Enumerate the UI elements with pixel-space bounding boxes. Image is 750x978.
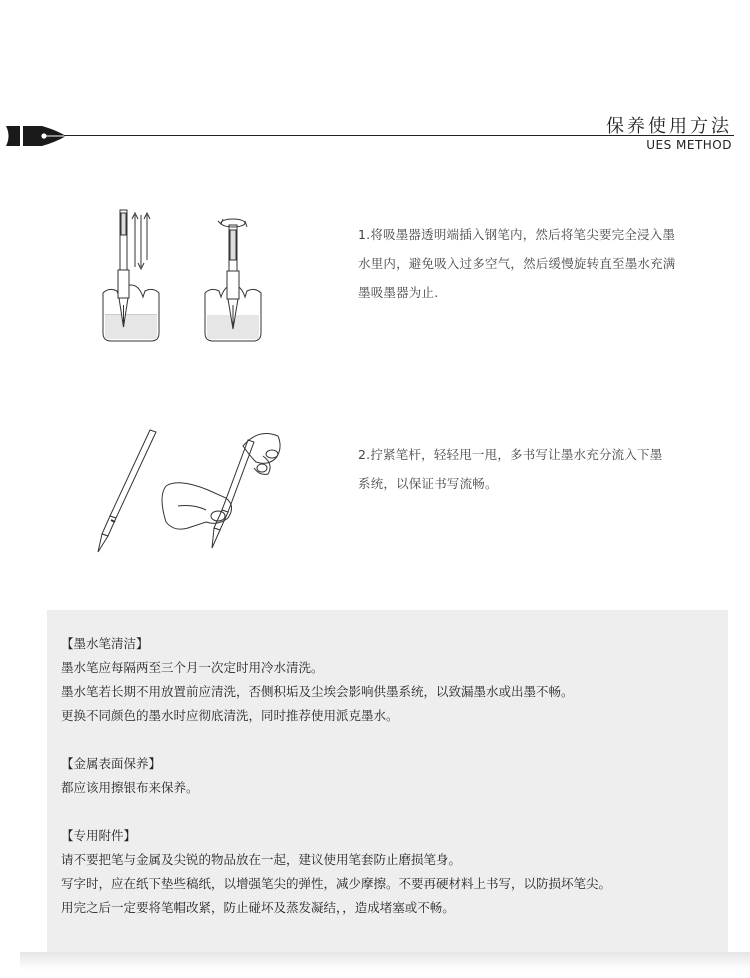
care-heading: 【专用附件】: [61, 828, 137, 843]
section-header: [0, 0, 750, 160]
panel-shadow: [20, 952, 750, 970]
care-section-accessories: [61, 824, 611, 920]
care-line: 请不要把笔与金属及尖锐的物品放在一起，建议使用笔套防止磨损笔身。: [61, 852, 462, 867]
section-title: 保养使用方法: [606, 116, 732, 137]
care-heading: 【墨水笔清洁】: [61, 636, 149, 651]
step-1-description: 1.将吸墨器透明端插入钢笔内，然后将笔尖要完全浸入墨 水里内，避免吸入过多空气，然后缓慢旋转直至墨水充满 墨吸墨器为止.: [358, 227, 676, 300]
care-line: 更换不同颜色的墨水时应彻底清洗，同时推荐使用派克墨水。: [61, 708, 399, 723]
step-2: [0, 420, 750, 560]
care-section-cleaning: [61, 632, 574, 728]
care-line: 墨水笔若长期不用放置前应清洗，否侧积垢及尘埃会影响供墨系统，以致漏墨水或出墨不畅。: [61, 684, 574, 699]
care-instructions-panel: [47, 610, 728, 952]
fountain-pen-nib-icon: [4, 123, 70, 149]
step-1: [0, 200, 750, 350]
care-line: 用完之后一定要将笔帽改紧，防止碰坏及蒸发凝结，，造成堵塞或不畅。: [61, 900, 455, 915]
pen-shaking-illustration: [78, 426, 298, 556]
care-line: 都应该用擦银布来保养。: [61, 780, 199, 795]
section-subtitle: UES METHOD: [646, 138, 732, 152]
care-section-metal: [61, 752, 199, 800]
ink-filling-illustration: [95, 205, 275, 345]
care-heading: 【金属表面保养】: [61, 756, 162, 771]
step-2-description: 2.拧紧笔杆，轻轻甩一甩，多书写让墨水充分流入下墨 系统，以保证书写流畅。: [358, 447, 663, 491]
care-line: 墨水笔应每隔两至三个月一次定时用冷水清洗。: [61, 660, 324, 675]
care-line: 写字时，应在纸下垫些稿纸，以增强笔尖的弹性，减少摩擦。不要再硬材料上书写，以防损坏笔尖。: [61, 876, 612, 891]
